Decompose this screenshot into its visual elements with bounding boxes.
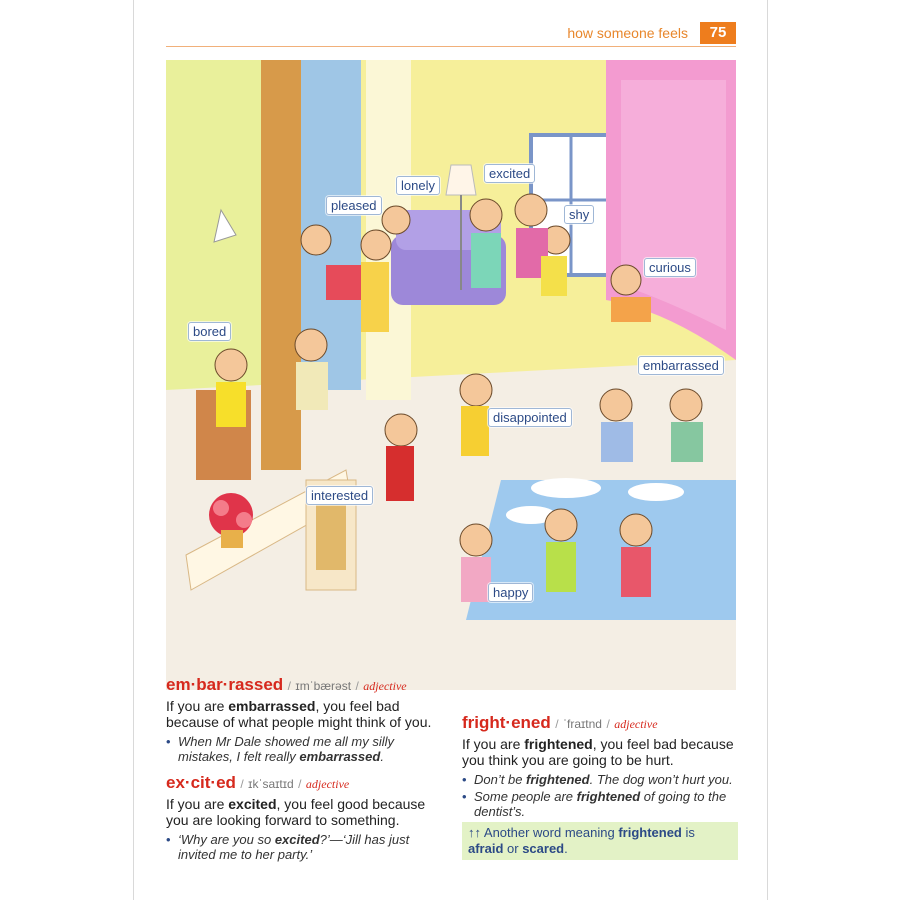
headword: ex·cit·ed <box>166 773 236 792</box>
page-header <box>166 22 736 47</box>
pronunciation: ˈfraɪtnd <box>563 717 602 731</box>
bullet-icon: • <box>166 832 171 847</box>
entry-frightened: fright·ened / ˈfraɪtnd / adjective If you are frightened, you feel bad because you think you are going to be hurt. • Don’t be frightened. The dog won’t hurt you. • Some people are frightened of going to the dentist’s. <box>462 713 740 821</box>
label-curious: curious <box>644 258 696 277</box>
headword: em·bar·rassed <box>166 675 284 694</box>
label-embarrassed: embarrassed <box>638 356 724 375</box>
example: • When Mr Dale showed me all my silly mistakes, I felt really embarrassed. <box>166 734 395 764</box>
page-number: 75 <box>700 22 736 44</box>
label-excited: excited <box>484 164 535 183</box>
part-of-speech: adjective <box>614 717 658 731</box>
part-of-speech: adjective <box>363 679 407 693</box>
bullet-icon: • <box>462 789 467 804</box>
label-happy: happy <box>488 583 533 602</box>
label-shy: shy <box>564 205 594 224</box>
entry-embarrassed: em·bar·rassed / ɪmˈbærəst / adjective If you are embarrassed, you feel bad because of what people might think of you. • When Mr Dale showed me all my silly mistakes, I felt really embarrassed. <box>166 675 448 766</box>
label-bored: bored <box>188 322 231 341</box>
part-of-speech: adjective <box>305 777 350 791</box>
label-interested: interested <box>306 486 373 505</box>
party-scene-drawing <box>166 60 736 690</box>
synonym-note: ↑↑ Another word meaning frightened is afraid or scared. <box>462 822 738 860</box>
example: • ‘Why are you so excited?’—‘Jill has just invited me to her party.’ <box>166 832 410 862</box>
party-illustration <box>166 60 736 690</box>
example: • Don’t be frightened. The dog won’t hurt you. <box>462 772 733 787</box>
label-lonely: lonely <box>396 176 440 195</box>
definition: If you are embarrassed, you feel bad because of what people might think of you. <box>166 698 432 730</box>
example: • Some people are frightened of going to the dentist’s. <box>462 789 727 819</box>
bullet-icon: • <box>166 734 171 749</box>
definition: If you are frightened, you feel bad because you think you are going to be hurt. <box>462 736 734 768</box>
headword: fright·ened <box>462 713 551 732</box>
label-pleased: pleased <box>326 196 382 215</box>
definition: If you are excited, you feel good because you are looking forward to something. <box>166 796 426 828</box>
entry-excited: ex·cit·ed / ɪkˈsaɪtɪd / adjective If you are excited, you feel good because you are looking forward to something. • ‘Why are you so excited?’—‘Jill has just invited me to her party.’ <box>166 773 448 864</box>
bullet-icon: • <box>462 772 467 787</box>
double-arrow-up-icon: ↑↑ <box>468 825 481 840</box>
section-title: how someone feels <box>567 25 688 41</box>
pronunciation: ɪmˈbærəst <box>295 679 352 693</box>
pronunciation: ɪkˈsaɪtɪd <box>248 777 294 791</box>
label-disappointed: disappointed <box>488 408 572 427</box>
